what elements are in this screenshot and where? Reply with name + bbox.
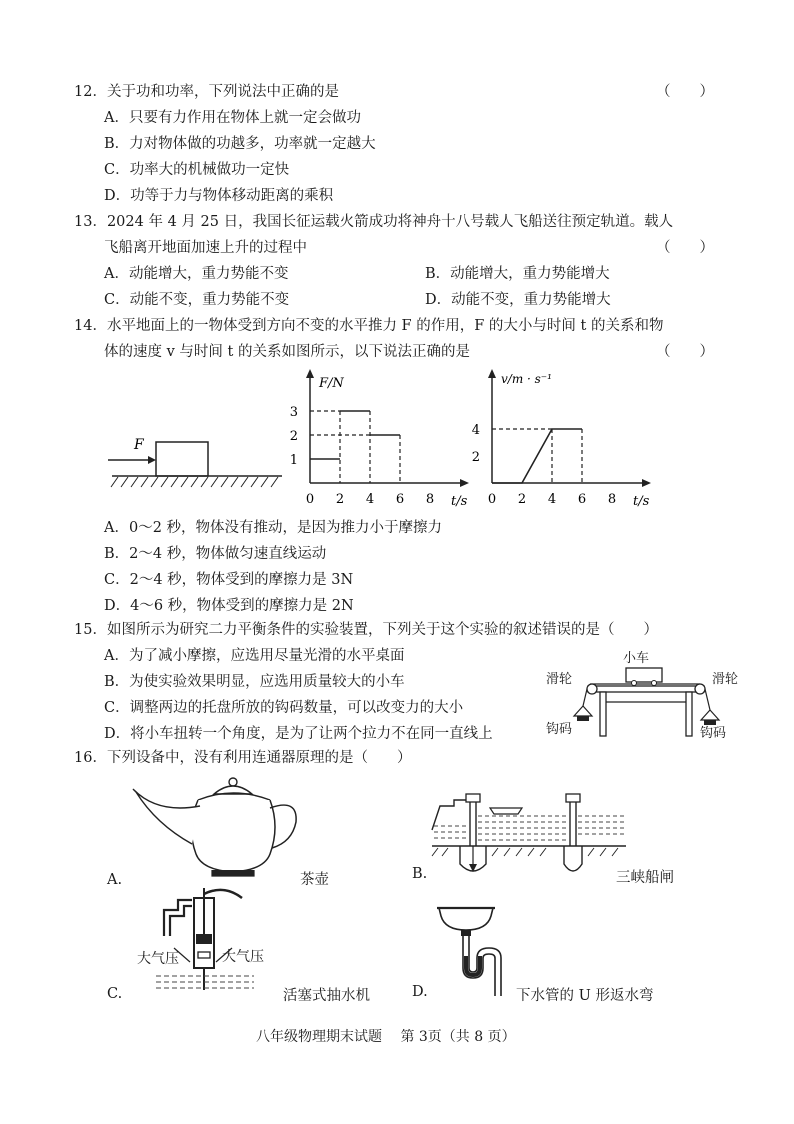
q15-option-b: B．为使实验效果明显，应选用质量较大的小车 [104,674,405,690]
q13-stem-line2: 飞船离开地面加速上升的过程中 [104,240,307,256]
q15-option-c: C．调整两边的托盘所放的钩码数量，可以改变力的大小 [104,700,464,716]
q16-option-a-letter: A. [107,872,123,888]
ship-lock-figure [430,782,630,892]
weights-left [577,716,589,721]
channel-right [564,846,582,871]
water-lines [434,816,626,840]
u-trap-figure [435,900,525,1000]
x-tick-label: 0 [305,492,315,507]
q14-stem-line1: 14．水平地面上的一物体受到方向不变的水平推力 F 的作用，F 的大小与时间 t 的关系和物 [74,318,664,334]
q13-option-a: A．动能增大，重力势能不变 [104,266,289,282]
q16-option-b-letter: B. [412,866,428,882]
x-tick-label: 2 [335,492,345,507]
y-axis-label: F/N [319,376,344,391]
balance-apparatus-diagram [560,662,730,742]
q16-option-a-caption: 茶壶 [300,872,329,888]
q16-option-b-caption: 三峡船闸 [616,870,674,886]
y-tick-label: 2 [471,450,480,465]
pulley-left-label: 滑轮 [546,672,573,687]
table-leg-right [686,692,692,736]
q14-option-d: D．4～6 秒，物体受到的摩擦力是 2N [104,598,354,614]
y-axis-label: v/m · s⁻¹ [501,372,552,386]
pump-handle [204,890,242,898]
x-tick-label: 4 [365,492,375,507]
y-tick-label: 2 [289,429,298,444]
sink-basin [439,908,493,930]
y-tick-label: 3 [289,405,298,420]
piston-pump-figure [150,888,260,998]
x-axis-label: t/s [451,494,468,509]
block [156,442,208,476]
teapot-body [191,800,275,872]
q15-option-d: D．将小车扭转一个角度，是为了让两个拉力不在同一直线上 [104,726,493,742]
x-tick-label: 8 [425,492,435,507]
q12-option-c: C．功率大的机械做功一定快 [104,162,290,178]
push-diagram [108,425,288,495]
tray-left [574,706,592,716]
q12-option-a: A．只要有力作用在物体上就一定会做功 [104,110,361,126]
q13-stem-line1: 13．2024 年 4 月 25 日，我国长征运载火箭成功将神舟十八号载人飞船送往预定轨道。载人 [74,214,674,230]
cart-label: 小车 [623,651,650,666]
q13-option-c: C．动能不变，重力势能不变 [104,292,290,308]
y-tick-label: 4 [471,423,480,438]
q14-option-b: B．2～4 秒，物体做匀速直线运动 [104,546,327,562]
q14-answer-bracket: （ ） [656,344,714,360]
q16-option-c-caption: 活塞式抽水机 [283,988,370,1004]
force-label: F [134,437,144,453]
x-tick-label: 2 [517,492,527,507]
weights-right [704,720,716,725]
force-time-graph [280,365,475,515]
x-tick-label: 0 [487,492,497,507]
x-tick-label: 6 [577,492,587,507]
table-top [588,686,704,692]
q12-answer-bracket: （ ） [656,84,714,100]
q14-option-a: A．0～2 秒，物体没有推动，是因为推力小于摩擦力 [104,520,443,536]
x-axis-label: t/s [633,494,650,509]
cart [626,668,662,682]
teapot-spout [133,789,200,844]
table-leg-left [600,692,606,736]
page-footer: 八年级物理期末试题 第 3页（共 8 页） [256,1029,516,1045]
q12-stem: 12．关于功和功率，下列说法中正确的是 [74,84,339,100]
q14-option-c: C．2～4 秒，物体受到的摩擦力是 3N [104,572,354,588]
atm-pressure-left-label: 大气压 [137,951,179,967]
pulley-right-label: 滑轮 [712,672,739,687]
atm-pressure-right-label: 大气压 [222,949,264,965]
q12-option-d: D．功等于力与物体移动距离的乘积 [104,188,334,204]
q13-option-b: B．动能增大，重力势能增大 [425,266,610,282]
q15-option-a: A．为了减小摩擦，应选用尽量光滑的水平桌面 [104,648,405,664]
u-trap-pipe-inner [469,936,501,996]
velocity-line [492,429,582,483]
tray-right [701,710,719,720]
ground-hatching [111,477,278,487]
pulley-left [587,684,597,694]
q16-option-c-letter: C. [107,986,123,1002]
teapot-figure [128,772,308,882]
q15-stem: 15．如图所示为研究二力平衡条件的实验装置，下列关于这个实验的叙述错误的是（ ） [74,622,658,638]
weight-right-label: 钩码 [700,726,727,741]
q14-stem-line2: 体的速度 v 与时间 t 的关系如图所示，以下说法正确的是 [104,344,470,360]
q12-option-b: B．力对物体做的功越多，功率就一定越大 [104,136,376,152]
y-tick-label: 1 [289,453,298,468]
pulley-right [695,684,705,694]
weight-left-label: 钩码 [546,722,573,737]
trapped-water [464,956,482,977]
x-tick-label: 8 [607,492,617,507]
q16-stem: 16．下列设备中，没有利用连通器原理的是（ ） [74,750,412,766]
q16-option-d-letter: D. [412,984,428,1000]
ship [490,808,522,814]
x-tick-label: 6 [395,492,405,507]
velocity-time-graph [470,365,665,515]
x-tick-label: 4 [547,492,557,507]
q16-option-d-caption: 下水管的 U 形返水弯 [516,988,654,1004]
q13-option-d: D．动能不变，重力势能增大 [425,292,611,308]
q13-answer-bracket: （ ） [656,240,714,256]
